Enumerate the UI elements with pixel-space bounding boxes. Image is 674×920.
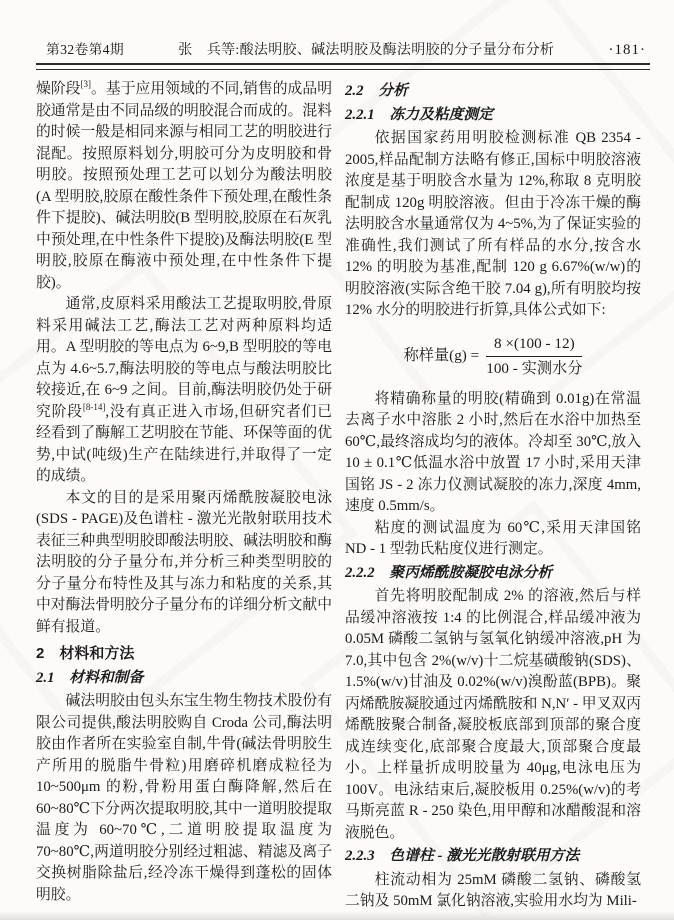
right-column <box>345 79 641 913</box>
page-header <box>46 38 646 59</box>
paragraph-mobile-phase: 柱流动相为 25mM 磷酸二氢钠、磷酸氢二钠及 50mM 氯化钠溶液,实验用水均为 Mili- <box>345 871 641 909</box>
paragraph-gelatin-processes <box>36 294 332 488</box>
two-column-body <box>36 79 642 913</box>
heading-sec-mals-method: 2.2.3 色谱柱 - 激光光散射联用方法 <box>345 848 580 864</box>
paragraph-materials-sources: 碱法明胶由包头东宝生物生物技术股份有限公司提供,酸法明胶购自 Croda 公司,酶法明胶由作者所在实验室自制,牛骨(碱法骨明胶生产所用的脱脂牛骨粒)用磨碎机磨成粒径为 10~500μm 的粉,骨粉用蛋白酶降解,然后在 60~80℃下分两次提取明胶,其中一道明胶提取温度为 60~70℃,二道明胶提取温度为 70~80℃,两道明胶分别经过粗滤、精滤及离子交换树脂除盐后,经冷冻干燥得到蓬松的固体明胶。 <box>36 693 332 903</box>
heading-materials-preparation: 2.1 材料和制备 <box>36 669 144 686</box>
paragraph-bloom-procedure: 将精确称量的明胶(精确到 0.01g)在常温去离子水中溶胀 2 小时,然后在水浴中加热至 60℃,最终溶成均匀的液体。冷却至 30℃,放入 10 ± 0.1℃低温水浴中放置 17 小时,采用天津国铭 JS - 2 冻力仪测试凝胶的冻力,深度 4mm,速度 0.5mm/s。 <box>345 390 641 514</box>
paragraph-text: 燥阶段 <box>36 81 81 97</box>
sample-weight-formula <box>345 334 641 379</box>
paragraph-viscosity-procedure: 粘度的测试温度为 60℃,采用天津国铭 ND - 1 型勃氏粘度仪进行测定。 <box>345 519 641 557</box>
paragraph-page-procedure: 首先将明胶配制成 2% 的溶液,然后与样品缓冲溶液按 1:4 的比例混合,样品缓冲液为 0.05M 磷酸二氢钠与氢氧化钠缓冲溶液,pH 为 7.0,其中包含 2%(w/v)十二烷基磺酸钠(SDS)、1.5%(w/v)甘油及 0.02%(w/v)溴酚蓝(BPB)。聚丙烯酰胺凝胶通过丙烯酰胺和 N,N′ - 甲叉双丙烯酰胺聚合制备,凝胶板底部到顶部的聚合度成连续变化,底部聚合度最大,顶部聚合度最小。上样量折成明胶量为 40μg,电泳电压为 100V。电泳结束后,凝胶板用 0.25%(w/v)的考马斯亮蓝 R - 250 染色,用甲醇和冰醋酸混和溶液脱色。 <box>345 588 641 841</box>
formula-denominator: 100 - 实测水分 <box>486 359 583 377</box>
paragraph-study-purpose: 本文的目的是采用聚丙烯酰胺凝胶电泳(SDS - PAGE)及色谱柱 - 激光光散射联用技术表征三种典型明胶即酸法明胶、碱法明胶和酶法明胶的分子量分布,并分析三种类型明胶的分子量分布特性及其与冻力和粘度的关系,其中对酶法骨明胶分子量分布的详细分析文献中鲜有报道。 <box>36 489 332 635</box>
left-column <box>36 79 332 913</box>
heading-page-electrophoresis: 2.2.2 聚丙烯酰胺凝胶电泳分析 <box>345 564 553 581</box>
paragraph-text: 。基于应用领域的不同,销售的成品明胶通常是由不同品级的明胶混合而成的。混料的时候一般是相同来源与相同工艺的明胶进行混配。按照原料划分,明胶可分为皮明胶和骨明胶。按照预处理工艺可以划分为酸法明胶(A 型明胶,胶原在酸性条件下预处理,在酸性条件下提胶)、碱法明胶(B 型明胶,胶原在石灰乳中预处理,在中性条件下提胶)及酶法明胶(E 型明胶,胶原在酶液中预处理,在中性条件下提胶)。 <box>36 81 332 291</box>
paragraph-intro-continued <box>36 79 332 294</box>
formula-lhs: 称样量(g) = <box>403 347 480 365</box>
formula-numerator: 8 ×(100 - 12) <box>486 334 582 357</box>
formula-fraction <box>486 334 582 379</box>
page-number: ·181· <box>608 42 646 58</box>
running-title: 张 兵等:酸法明胶、碱法明胶及酶法明胶的分子量分布分析 <box>178 43 555 58</box>
header-double-rule <box>36 63 650 70</box>
paragraph-standard-preparation: 依据国家药用明胶检测标准 QB 2354 - 2005,样品配制方法略有修正,国标中明胶溶液浓度是基于明胶含水量为 12%,称取 8 克明胶配制成 120g 明胶溶液。但由于冷冻干燥的酶法明胶含水量通常仅为 4~5%,为了保证实验的准确性,我们测试了所有样品的水分,按含水 12% 的明胶为基准,配制 120 g 6.67%(w/w)的明胶溶液(实际含绝干胶 7.04 g),所有明胶均按 12% 水分的明胶进行折算,具体公式如下: <box>345 130 641 318</box>
citation-superscript: [3] <box>80 79 91 90</box>
heading-materials-and-methods: 2 材料和方法 <box>36 645 135 662</box>
heading-bloom-viscosity-measurement: 2.2.1 冻力及粘度测定 <box>345 106 493 123</box>
heading-analysis: 2.2 分析 <box>345 83 408 99</box>
paragraph-text: ,没有真正进入市场,但研究者们已经看到了酶解工艺明胶在节能、环保等面的优势,中试(吨级)生产在陆续进行,并取得了一定的成绩。 <box>36 403 332 484</box>
paragraph-text: 通常,皮原料采用酸法工艺提取明胶,骨原料采用碱法工艺,酶法工艺对两种原料均适用。A 型明胶的等电点为 6~9,B 型明胶的等电点为 4.6~5.7,酶法明胶的等电点与酸法明胶比较接近,在 6~9 之间。目前,酶法明胶仍处于研究阶段 <box>36 296 332 420</box>
volume-issue-label: 第32卷第4期 <box>46 42 124 57</box>
citation-superscript: [8-14] <box>82 401 106 412</box>
